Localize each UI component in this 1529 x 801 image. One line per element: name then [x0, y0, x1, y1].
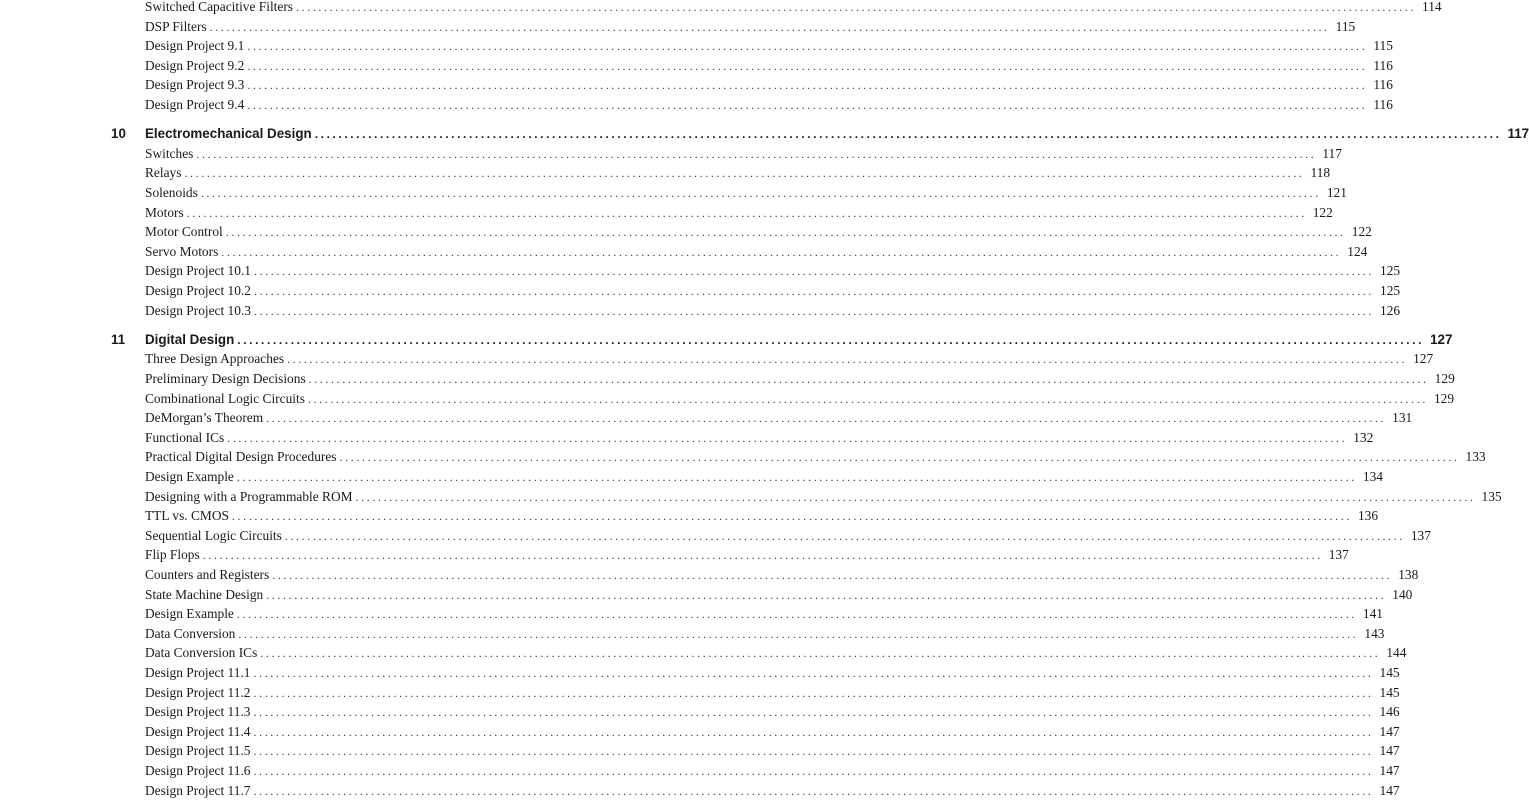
entry-title: Design Project 9.4 [145, 95, 247, 115]
entry-page-number: 124 [1341, 242, 1367, 262]
entry-title: Design Project 10.1 [145, 261, 254, 281]
dot-leader: ........................................................................................................................................................................................................ [247, 56, 1367, 76]
toc-entry[interactable] [145, 56, 647, 76]
toc-entry[interactable] [145, 301, 647, 321]
toc-entry[interactable] [145, 428, 647, 448]
entry-page-number: 127 [1407, 349, 1433, 369]
entry-page-number: 115 [1330, 17, 1356, 37]
dot-leader: ........................................................................................................................................................................................................ [254, 741, 1374, 761]
toc-entry[interactable] [145, 163, 647, 183]
entry-title: Design Project 10.3 [145, 301, 254, 321]
entry-page-number: 118 [1304, 163, 1330, 183]
entry-title: Design Project 11.4 [145, 722, 254, 742]
toc-entry[interactable] [145, 604, 647, 624]
entry-title: Combinational Logic Circuits [145, 389, 308, 409]
dot-leader: ........................................................................................................................................................................................................ [266, 585, 1386, 605]
toc-entry[interactable] [145, 741, 647, 761]
dot-leader: ........................................................................................................................................................................................................ [221, 242, 1341, 262]
entry-page-number: 147 [1374, 741, 1400, 761]
entry-title: Three Design Approaches [145, 349, 287, 369]
toc-entry[interactable] [145, 565, 647, 585]
chapter-title: Electromechanical Design [145, 124, 315, 144]
entry-title: Flip Flops [145, 545, 203, 565]
entry-title: TTL vs. CMOS [145, 506, 232, 526]
toc-entry[interactable] [145, 545, 647, 565]
dot-leader: ........................................................................................................................................................................................................ [201, 183, 1321, 203]
toc-entry[interactable] [145, 722, 647, 742]
dot-leader: ........................................................................................................................................................................................................ [272, 565, 1392, 585]
dot-leader: ........................................................................................................................................................................................................ [285, 526, 1405, 546]
toc-entry[interactable] [145, 408, 647, 428]
toc-entry[interactable] [145, 144, 647, 164]
toc-entry[interactable] [145, 702, 647, 722]
dot-leader: ........................................................................................................................................................................................................ [237, 604, 1357, 624]
entry-page-number: 116 [1367, 95, 1393, 115]
toc-entry[interactable] [145, 781, 647, 801]
entry-page-number: 129 [1429, 369, 1455, 389]
dot-leader: ........................................................................................................................................................................................................ [340, 447, 1460, 467]
entry-page-number: 132 [1347, 428, 1373, 448]
entry-page-number: 126 [1374, 301, 1400, 321]
entry-title: Design Project 9.1 [145, 36, 247, 56]
toc-entry[interactable] [145, 222, 647, 242]
dot-leader: ........................................................................................................................................................................................................ [315, 124, 1502, 144]
entry-page-number: 125 [1374, 261, 1400, 281]
chapter-page-number: 117 [1502, 124, 1529, 144]
entry-page-number: 131 [1386, 408, 1412, 428]
chapter-heading[interactable] [145, 330, 647, 350]
dot-leader: ........................................................................................................................................................................................................ [266, 408, 1386, 428]
dot-leader: ........................................................................................................................................................................................................ [254, 781, 1374, 801]
dot-leader: ........................................................................................................................................................................................................ [238, 624, 1358, 644]
entry-title: Design Example [145, 604, 237, 624]
entry-page-number: 135 [1476, 487, 1502, 507]
dot-leader: ........................................................................................................................................................................................................ [254, 663, 1374, 683]
entry-page-number: 147 [1374, 761, 1400, 781]
entry-title: Counters and Registers [145, 565, 272, 585]
toc-entry[interactable] [145, 389, 647, 409]
dot-leader: ........................................................................................................................................................................................................ [237, 467, 1357, 487]
dot-leader: ........................................................................................................................................................................................................ [232, 506, 1352, 526]
toc-entry[interactable] [145, 242, 647, 262]
entry-page-number: 146 [1374, 702, 1400, 722]
chapter-number: 11 [111, 330, 125, 350]
dot-leader: ........................................................................................................................................................................................................ [247, 95, 1367, 115]
entry-page-number: 115 [1367, 36, 1393, 56]
entry-title: Functional ICs [145, 428, 227, 448]
dot-leader: ........................................................................................................................................................................................................ [287, 349, 1407, 369]
entry-title: Design Project 11.2 [145, 683, 254, 703]
dot-leader: ........................................................................................................................................................................................................ [210, 17, 1330, 37]
entry-page-number: 122 [1346, 222, 1372, 242]
toc-entry[interactable] [145, 467, 647, 487]
dot-leader: ........................................................................................................................................................................................................ [254, 683, 1374, 703]
dot-leader: ........................................................................................................................................................................................................ [247, 36, 1367, 56]
entry-title: Switched Capacitive Filters [145, 0, 296, 17]
dot-leader: ........................................................................................................................................................................................................ [356, 487, 1476, 507]
entry-page-number: 117 [1316, 144, 1342, 164]
dot-leader: ........................................................................................................................................................................................................ [254, 761, 1374, 781]
dot-leader: ........................................................................................................................................................................................................ [203, 545, 1323, 565]
entry-page-number: 114 [1416, 0, 1442, 17]
toc-entry[interactable] [145, 663, 647, 683]
entry-title: Practical Digital Design Procedures [145, 447, 340, 467]
entry-page-number: 121 [1321, 183, 1347, 203]
dot-leader: ........................................................................................................................................................................................................ [227, 428, 1347, 448]
toc-entry[interactable] [145, 506, 647, 526]
entry-title: Design Project 11.3 [145, 702, 254, 722]
entry-title: Motors [145, 203, 187, 223]
chapter-heading[interactable] [145, 124, 647, 144]
entry-title: Design Project 11.1 [145, 663, 254, 683]
entry-title: Design Example [145, 467, 237, 487]
dot-leader: ........................................................................................................................................................................................................ [254, 301, 1374, 321]
toc-entry[interactable] [145, 369, 647, 389]
dot-leader: ........................................................................................................................................................................................................ [226, 222, 1346, 242]
toc-entry[interactable] [145, 281, 647, 301]
entry-title: DSP Filters [145, 17, 210, 37]
toc-entry[interactable] [145, 261, 647, 281]
entry-title: Relays [145, 163, 184, 183]
dot-leader: ........................................................................................................................................................................................................ [260, 643, 1380, 663]
entry-title: Data Conversion ICs [145, 643, 260, 663]
toc-entry[interactable] [145, 761, 647, 781]
toc-entry[interactable] [145, 487, 647, 507]
toc-entry[interactable] [145, 349, 647, 369]
entry-page-number: 140 [1386, 585, 1412, 605]
entry-title: Design Project 9.2 [145, 56, 247, 76]
entry-page-number: 136 [1352, 506, 1378, 526]
entry-page-number: 144 [1380, 643, 1406, 663]
dot-leader: ........................................................................................................................................................................................................ [254, 281, 1374, 301]
chapter-page-number: 127 [1424, 330, 1452, 350]
dot-leader: ........................................................................................................................................................................................................ [187, 203, 1307, 223]
entry-page-number: 145 [1374, 663, 1400, 683]
dot-leader: ........................................................................................................................................................................................................ [296, 0, 1416, 17]
toc-entry[interactable] [145, 624, 647, 644]
entry-page-number: 145 [1374, 683, 1400, 703]
entry-title: Motor Control [145, 222, 226, 242]
entry-page-number: 143 [1358, 624, 1384, 644]
dot-leader: ........................................................................................................................................................................................................ [254, 722, 1374, 742]
entry-title: Switches [145, 144, 196, 164]
toc-entry[interactable] [145, 183, 647, 203]
entry-title: Design Project 9.3 [145, 75, 247, 95]
entry-page-number: 116 [1367, 75, 1393, 95]
dot-leader: ........................................................................................................................................................................................................ [254, 702, 1374, 722]
entry-page-number: 125 [1374, 281, 1400, 301]
toc-entry[interactable] [145, 585, 647, 605]
entry-title: Servo Motors [145, 242, 221, 262]
entry-page-number: 116 [1367, 56, 1393, 76]
toc-entry[interactable] [145, 447, 647, 467]
dot-leader: ........................................................................................................................................................................................................ [184, 163, 1304, 183]
chapter-number: 10 [111, 124, 126, 144]
entry-page-number: 137 [1405, 526, 1431, 546]
entry-title: Design Project 11.7 [145, 781, 254, 801]
toc-entry[interactable] [145, 36, 647, 56]
entry-title: Design Project 11.5 [145, 741, 254, 761]
toc-entry[interactable] [145, 526, 647, 546]
entry-title: DeMorgan’s Theorem [145, 408, 266, 428]
toc-entry[interactable] [145, 643, 647, 663]
dot-leader: ........................................................................................................................................................................................................ [247, 75, 1367, 95]
entry-title: Designing with a Programmable ROM [145, 487, 356, 507]
entry-page-number: 137 [1323, 545, 1349, 565]
entry-page-number: 147 [1374, 722, 1400, 742]
toc-entry[interactable] [145, 75, 647, 95]
entry-title: Sequential Logic Circuits [145, 526, 285, 546]
dot-leader: ........................................................................................................................................................................................................ [309, 369, 1429, 389]
entry-page-number: 129 [1428, 389, 1454, 409]
toc-entry[interactable] [145, 0, 647, 17]
toc-entry[interactable] [145, 203, 647, 223]
entry-page-number: 138 [1392, 565, 1418, 585]
toc-entry[interactable] [145, 683, 647, 703]
dot-leader: ........................................................................................................................................................................................................ [237, 330, 1424, 350]
entry-page-number: 141 [1357, 604, 1383, 624]
entry-title: Data Conversion [145, 624, 238, 644]
entry-page-number: 147 [1374, 781, 1400, 801]
chapter-title: Digital Design [145, 330, 237, 350]
entry-page-number: 122 [1307, 203, 1333, 223]
entry-page-number: 134 [1357, 467, 1383, 487]
entry-title: Solenoids [145, 183, 201, 203]
entry-title: State Machine Design [145, 585, 266, 605]
dot-leader: ........................................................................................................................................................................................................ [196, 144, 1316, 164]
toc-entry[interactable] [145, 95, 647, 115]
entry-page-number: 133 [1460, 447, 1486, 467]
entry-title: Design Project 10.2 [145, 281, 254, 301]
entry-title: Preliminary Design Decisions [145, 369, 309, 389]
toc-entry[interactable] [145, 17, 647, 37]
dot-leader: ........................................................................................................................................................................................................ [308, 389, 1428, 409]
entry-title: Design Project 11.6 [145, 761, 254, 781]
dot-leader: ........................................................................................................................................................................................................ [254, 261, 1374, 281]
